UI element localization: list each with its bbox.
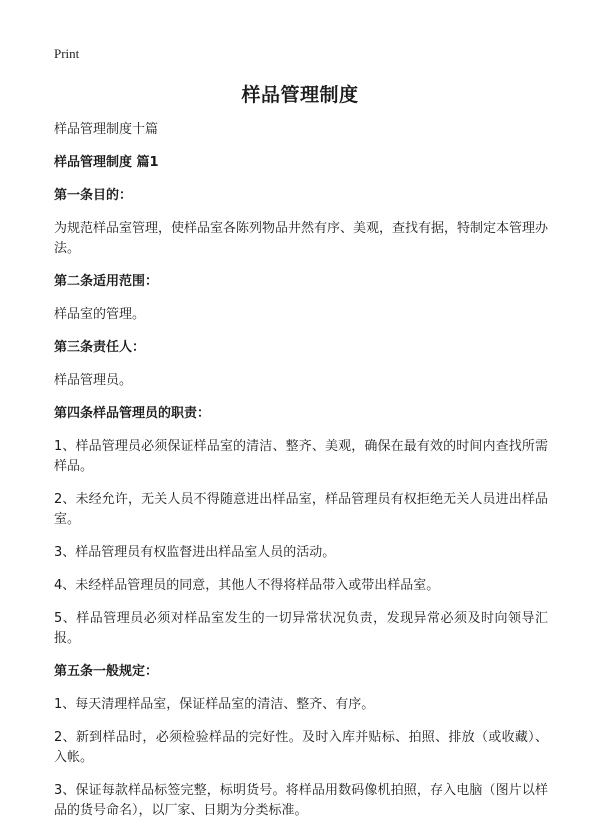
article-heading: 第二条适用范围：	[54, 274, 159, 289]
paragraph: 2、新到样品时，必须检验样品的完好性。及时入库并贴标、拍照、排放（或收藏）、入帐。	[54, 730, 548, 765]
paragraph: 样品室的管理。	[54, 307, 146, 322]
article-heading: 第五条一般规定：	[54, 664, 159, 679]
print-label: Print	[54, 46, 80, 61]
paragraph: 3、保证每款样品标签完整，标明货号。将样品用数码像机拍照，存入电脑（图片以样品的货号命名），以厂家、日期为分类标准。	[54, 783, 548, 818]
paragraph: 5、样品管理员必须对样品室发生的一切异常状况负责，发现异常必须及时向领导汇报。	[54, 611, 548, 646]
document-title: 样品管理制度	[241, 84, 359, 106]
paragraph: 2、未经允许，无关人员不得随意进出样品室，样品管理员有权拒绝无关人员进出样品室。	[54, 492, 548, 527]
paragraph: 为规范样品室管理，使样品室各陈列物品井然有序、美观，查找有据，特制定本管理办法。	[54, 221, 549, 256]
paragraph: 1、每天清理样品室，保证样品室的清洁、整齐、有序。	[54, 697, 375, 712]
section-heading: 样品管理制度 篇1	[54, 155, 159, 170]
article-heading: 第一条目的：	[54, 188, 133, 203]
article-heading: 第四条样品管理员的职责：	[54, 406, 211, 421]
paragraph: 1、样品管理员必须保证样品室的清洁、整齐、美观，确保在最有效的时间内查找所需样品。	[54, 439, 548, 474]
document-subtitle: 样品管理制度十篇	[54, 122, 159, 137]
paragraph: 样品管理员。	[54, 373, 133, 388]
paragraph: 4、未经样品管理员的同意，其他人不得将样品带入或带出样品室。	[54, 578, 440, 593]
paragraph: 3、样品管理员有权监督进出样品室人员的活动。	[54, 545, 336, 560]
document-body	[54, 120, 548, 832]
article-heading: 第三条责任人：	[54, 340, 146, 355]
